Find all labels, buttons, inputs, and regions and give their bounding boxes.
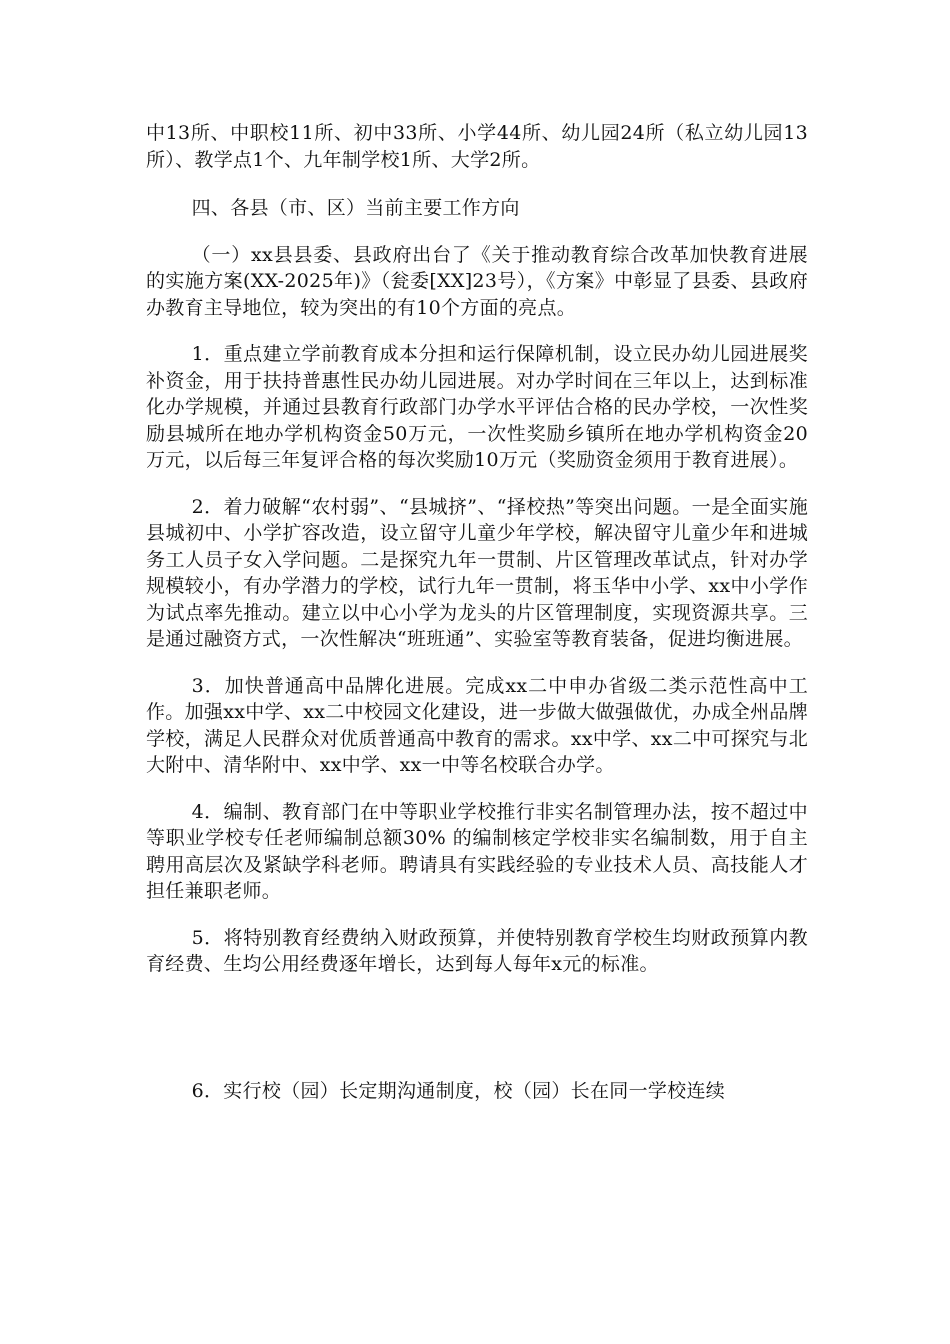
paragraph-item-6: 6．实行校（园）长定期沟通制度，校（园）长在同一学校连续 xyxy=(191,1079,726,1102)
paragraph-item-4: 4．编制、教育部门在中等职业学校推行非实名制管理办法，按不超过中等职业学校专任老师编制总额30% 的编制核定学校非实名编制数，用于自主聘用高层次及紧缺学科老师。聘请具有实践经验的专业技术人员、高技能人才担任兼职老师。 xyxy=(146,800,808,902)
paragraph-item-2: 2．着力破解“农村弱”、“县城挤”、“择校热”等突出问题。一是全面实施县城初中、小学扩容改造，设立留守儿童少年学校，解决留守儿童少年和进城务工人员子女入学问题。二是探究九年一贯制、片区管理改革试点，针对办学规模较小，有办学潜力的学校，试行九年一贯制，将玉华中小学、xx中小学作为试点率先推动。建立以中心小学为龙头的片区管理制度，实现资源共享。三是通过融资方式，一次性解决“班班通”、实验室等教育装备，促进均衡进展。 xyxy=(146,495,808,650)
paragraph-item-5: 5．将特别教育经费纳入财政预算，并使特别教育学校生均财政预算内教育经费、生均公用经费逐年增长，达到每人每年x元的标准。 xyxy=(146,926,808,975)
paragraph-county-plan: （一）xx县县委、县政府出台了《关于推动教育综合改革加快教育进展的实施方案(XX-2025年)》（瓮委[XX]23号），《方案》中彰显了县委、县政府办教育主导地位，较为突出的有10个方面的亮点。 xyxy=(146,243,808,319)
document-body xyxy=(146,120,808,1104)
paragraph-item-3: 3．加快普通高中品牌化进展。完成xx二中申办省级二类示范性高中工作。加强xx中学、xx二中校园文化建设，进一步做大做强做优，办成全州品牌学校，满足人民群众对优质普通高中教育的需求。xx中学、xx二中可探究与北大附中、清华附中、xx中学、xx一中等名校联合办学。 xyxy=(146,674,808,776)
section-heading-work-directions: 四、各县（市、区）当前主要工作方向 xyxy=(191,197,520,219)
paragraph-school-counts: 中13所、中职校11所、初中33所、小学44所、幼儿园24所（私立幼儿园13所）、教学点1个、九年制学校1所、大学2所。 xyxy=(146,122,808,171)
paragraph-item-1: 1．重点建立学前教育成本分担和运行保障机制，设立民办幼儿园进展奖补资金，用于扶持普惠性民办幼儿园进展。对办学时间在三年以上，达到标准化办学规模，并通过县教育行政部门办学水平评估合格的民办学校，一次性奖励县城所在地办学机构资金50万元，一次性奖励乡镇所在地办学机构资金20万元，以后每三年复评合格的每次奖励10万元（奖励资金须用于教育进展）。 xyxy=(146,343,808,471)
